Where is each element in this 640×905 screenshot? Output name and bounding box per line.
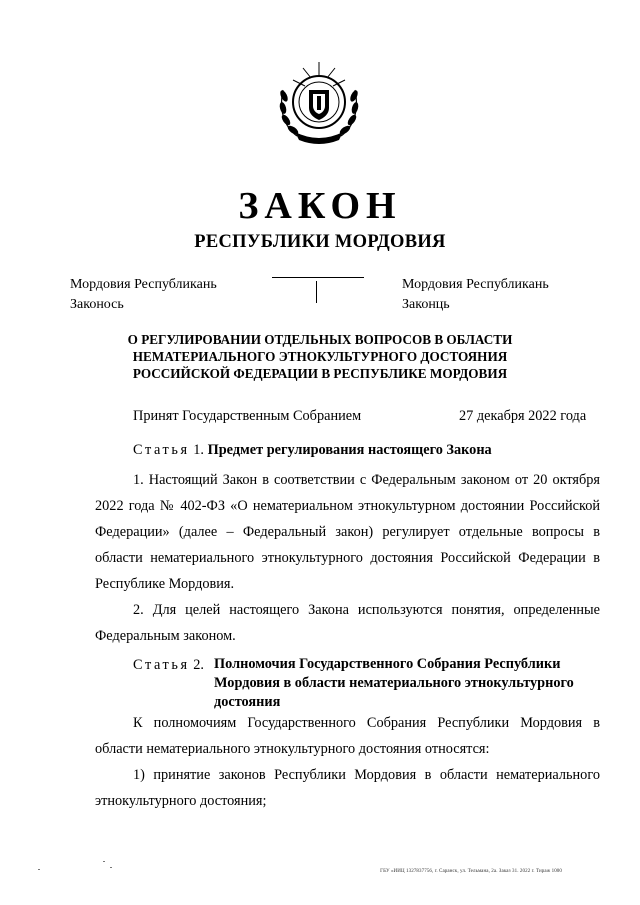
scan-speck <box>38 869 40 870</box>
moksha-title-line2: Законось <box>70 297 124 312</box>
law-title-line1: О РЕГУЛИРОВАНИИ ОТДЕЛЬНЫХ ВОПРОСОВ В ОБЛАСТИ <box>127 332 513 347</box>
law-title-line3: РОССИЙСКОЙ ФЕДЕРАЦИИ В РЕСПУБЛИКЕ МОРДОВИЯ <box>132 366 508 381</box>
scan-speck <box>103 861 105 862</box>
article2-title-line3: достояния <box>214 694 281 710</box>
article2-word: Статья <box>133 657 190 673</box>
scan-speck <box>110 867 112 868</box>
moksha-title-block <box>70 275 217 315</box>
number-line <box>272 277 364 278</box>
coat-of-arms-emblem <box>273 58 365 146</box>
erzya-title-line1: Мордовия Республикань <box>402 277 549 292</box>
article2-paragraph2 <box>95 762 600 814</box>
coat-of-arms-mordovia-icon <box>273 58 365 146</box>
article2-paragraph2-text: 1) принятие законов Республики Мордовия в области нематериального этнокультурного достояния; <box>95 767 600 809</box>
article1-number: 1. <box>193 442 205 458</box>
moksha-title-line1: Мордовия Республикань <box>70 277 217 292</box>
number-tick <box>316 281 317 303</box>
article1-paragraph1-text: 1. Настоящий Закон в соответствии с Федеральным законом от 20 октября 2022 года № 402-ФЗ «О нематериальном этнокультурном достоянии Российской Федерации» (далее – Федеральный закон) регулирует отдельные вопросы в области нематериального этнокультурного достояния Российской Федерации в Республике Мордовия. <box>95 472 600 592</box>
article2-title-line2: Мордовия в области нематериального этнокультурного <box>214 675 574 691</box>
adoption-label: Принят Государственным Собранием <box>133 408 362 424</box>
article1-heading <box>133 440 492 461</box>
article1-paragraph1 <box>95 467 600 597</box>
article1-paragraph2 <box>95 597 600 649</box>
erzya-title-line2: Законць <box>402 297 450 312</box>
article2-paragraph1-text: К полномочиям Государственного Собрания Республики Мордовия в области нематериального этнокультурного достояния относятся: <box>95 715 600 757</box>
document-title: ЗАКОН <box>238 185 402 227</box>
article1-word: Статья <box>133 442 190 458</box>
article2-title <box>214 655 604 712</box>
article1-title: Предмет регулирования настоящего Закона <box>207 442 492 458</box>
article2-paragraph1 <box>95 710 600 762</box>
article2-title-line1: Полномочия Государственного Собрания Республики <box>214 656 561 672</box>
document-subtitle: РЕСПУБЛИКИ МОРДОВИЯ <box>194 232 446 252</box>
article2-heading-prefix <box>133 655 204 676</box>
article2-number: 2. <box>193 657 205 673</box>
article1-paragraph2-text: 2. Для целей настоящего Закона используются понятия, определенные Федеральным законом. <box>95 602 600 644</box>
printing-imprint: ГБУ «ИИЦ 1327837756, г. Саранск, ул. Тельмана, 2а. Заказ 31. 2022 г. Тираж 1000 <box>380 869 562 874</box>
law-title-line2: НЕМАТЕРИАЛЬНОГО ЭТНОКУЛЬТУРНОГО ДОСТОЯНИЯ <box>132 349 508 364</box>
law-title <box>90 331 550 382</box>
erzya-title-block <box>402 275 549 315</box>
adoption-date: 27 декабря 2022 года <box>459 408 587 424</box>
